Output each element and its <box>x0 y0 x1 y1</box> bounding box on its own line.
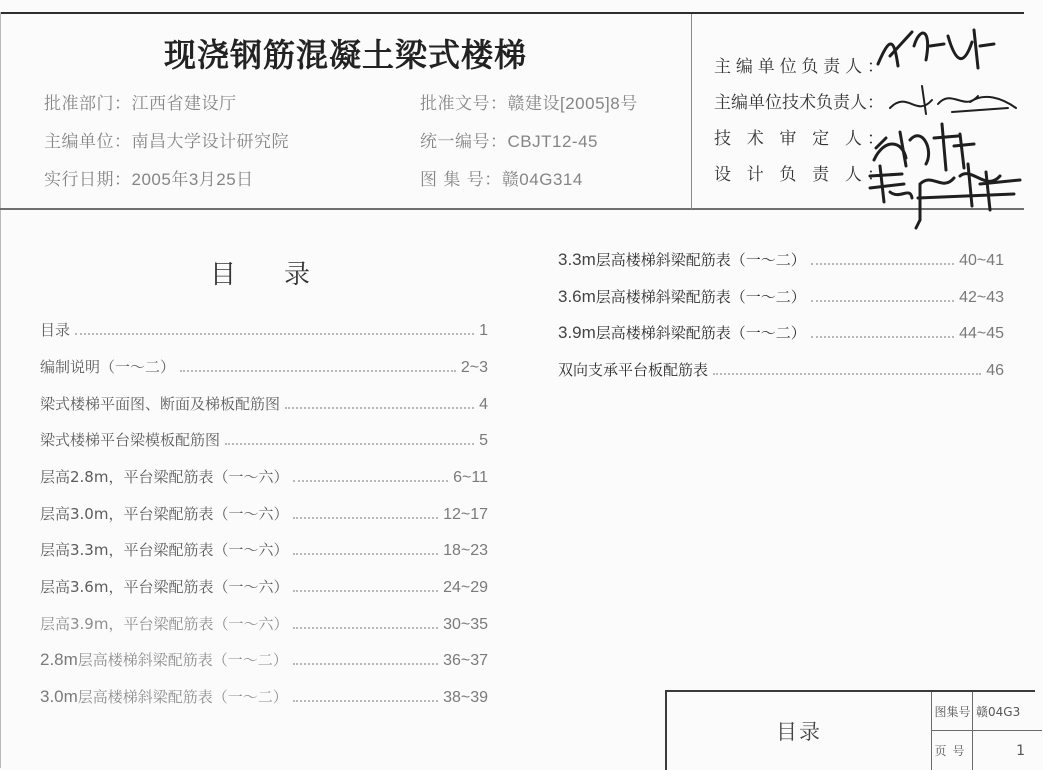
toc-entry-pages: 46 <box>986 362 1004 379</box>
toc-entry-pages: 42~43 <box>959 289 1004 306</box>
title-block-atlas-value: 赣04G3 <box>976 704 1021 719</box>
dot-leader <box>285 407 474 409</box>
approval-dept-label: 批准部门： <box>44 94 132 114</box>
title-block-page-value: 1 <box>1016 742 1025 759</box>
toc-entry[interactable] <box>558 286 1004 307</box>
toc-entry-pages: 18~23 <box>443 542 488 559</box>
toc-entry-pages: 2~3 <box>460 359 488 376</box>
toc-entry-title: 层高楼梯斜梁配筋表（一～二） <box>595 324 806 342</box>
toc-entry[interactable] <box>40 429 488 450</box>
title-block-name: 目录 <box>667 692 932 770</box>
toc-entry-height: 3.0m <box>40 687 78 706</box>
signature-technical-reviewer <box>874 124 974 170</box>
dot-leader <box>713 373 981 375</box>
technical-reviewer-label: 技 术 审 定 人： <box>714 129 884 149</box>
toc-entry[interactable] <box>40 503 488 524</box>
dot-leader <box>293 480 448 482</box>
toc-entry-height: 3.9m <box>558 323 596 342</box>
toc-entry-pages: 36~37 <box>443 652 488 669</box>
toc-entry-pages: 12~17 <box>443 506 488 523</box>
toc-entry-title: 层高楼梯斜梁配筋表（一～二） <box>77 688 288 706</box>
toc-entry-height: 3.6m <box>558 287 596 306</box>
toc-entry[interactable] <box>40 393 488 414</box>
approval-doc-value: 赣建设[2005]8号 <box>507 94 638 113</box>
dot-leader <box>293 700 438 702</box>
toc-entry-title: 层高2.8m，平台梁配筋表（一～六） <box>40 468 289 486</box>
effective-date-label: 实行日期： <box>44 170 132 190</box>
atlas-no-label: 图 集 号： <box>420 170 502 190</box>
signature-chief-unit-tech-head <box>890 86 1016 114</box>
toc-entry[interactable] <box>558 359 1004 380</box>
editor-unit <box>44 127 289 152</box>
sheet-left-border <box>0 12 1 768</box>
atlas-no <box>420 165 583 190</box>
toc-entry[interactable] <box>40 686 488 707</box>
toc-entry-title: 目录 <box>40 321 71 339</box>
toc-entry-pages: 38~39 <box>443 689 488 706</box>
toc-entry-pages: 30~35 <box>443 616 488 633</box>
dot-leader <box>225 443 474 445</box>
toc-entry-pages: 6~11 <box>453 469 488 486</box>
toc-entry-title: 层高3.6m，平台梁配筋表（一～六） <box>40 578 289 596</box>
dot-leader <box>75 333 474 335</box>
approval-doc-label: 批准文号： <box>420 94 508 114</box>
effective-date-value: 2005年3月25日 <box>131 170 254 189</box>
dot-leader <box>293 590 438 592</box>
toc-entry-height: 2.8m <box>40 650 78 669</box>
editor-unit-label: 主编单位： <box>44 132 132 152</box>
toc-heading: 目录 <box>210 260 359 290</box>
unified-no <box>420 127 598 152</box>
toc-entry[interactable] <box>40 539 488 560</box>
toc-entry-title: 层高楼梯斜梁配筋表（一～二） <box>595 288 806 306</box>
title-block <box>665 690 1035 770</box>
editor-unit-value: 南昌大学设计研究院 <box>131 132 289 151</box>
toc-entry[interactable] <box>40 576 488 597</box>
chief-unit-head-label: 主编单位负责人： <box>714 57 884 77</box>
unified-no-label: 统一编号： <box>420 132 508 152</box>
dot-leader <box>811 336 954 338</box>
toc-entry[interactable] <box>40 319 488 340</box>
atlas-no-value: 赣04G314 <box>501 170 583 189</box>
dot-leader <box>293 553 438 555</box>
approval-dept-value: 江西省建设厅 <box>131 94 237 113</box>
dot-leader <box>811 263 954 265</box>
toc-entry-height: 3.3m <box>558 250 596 269</box>
title-block-page-label: 页号 <box>934 744 971 758</box>
dot-leader <box>293 517 438 519</box>
signature-chief-unit-head <box>878 30 994 68</box>
toc-entry[interactable] <box>40 466 488 487</box>
toc-entry[interactable] <box>40 356 488 377</box>
unified-no-value: CBJT12-45 <box>507 132 598 151</box>
toc-entry-pages: 44~45 <box>959 325 1004 342</box>
approval-dept <box>44 89 237 114</box>
sheet-top-border <box>0 12 1024 14</box>
toc-entry-title: 层高3.0m，平台梁配筋表（一～六） <box>40 505 289 523</box>
effective-date <box>44 165 254 190</box>
toc-entry[interactable] <box>40 649 488 670</box>
approval-doc <box>420 89 638 114</box>
toc-entry-title: 层高楼梯斜梁配筋表（一～二） <box>77 651 288 669</box>
toc-entry-title: 层高3.3m，平台梁配筋表（一～六） <box>40 541 289 559</box>
toc-entry-title: 层高楼梯斜梁配筋表（一～二） <box>595 251 806 269</box>
dot-leader <box>293 663 438 665</box>
toc-entry-title: 双向支承平台板配筋表 <box>558 361 709 379</box>
header-divider <box>691 14 692 209</box>
toc-entry[interactable] <box>558 249 1004 270</box>
toc-entry-pages: 1 <box>479 322 488 339</box>
toc-entry-pages: 40~41 <box>959 252 1004 269</box>
toc-entry-title: 编制说明（一～二） <box>40 358 176 376</box>
title-block-atlas-label: 图集号 <box>934 704 971 719</box>
toc-entry-pages: 24~29 <box>443 579 488 596</box>
dot-leader <box>811 300 954 302</box>
handwritten-signatures <box>860 16 1024 236</box>
document-title: 现浇钢筋混凝土梁式楼梯 <box>163 36 527 74</box>
chief-unit-tech-head-label: 主编单位技术负责人： <box>714 93 884 113</box>
signature-design-lead <box>870 164 1020 228</box>
dot-leader <box>180 370 456 372</box>
design-lead-label: 设 计 负 责 人： <box>714 165 884 185</box>
toc-entry-pages: 4 <box>479 396 488 413</box>
toc-entry[interactable] <box>558 322 1004 343</box>
toc-entry[interactable] <box>40 613 488 634</box>
toc-entry-pages: 5 <box>479 432 488 449</box>
toc-entry-title: 梁式楼梯平台梁模板配筋图 <box>40 431 221 449</box>
toc-entry-title: 梁式楼梯平面图、断面及梯板配筋图 <box>40 395 281 413</box>
toc-entry-title: 层高3.9m，平台梁配筋表（一～六） <box>40 615 289 633</box>
dot-leader <box>293 627 438 629</box>
